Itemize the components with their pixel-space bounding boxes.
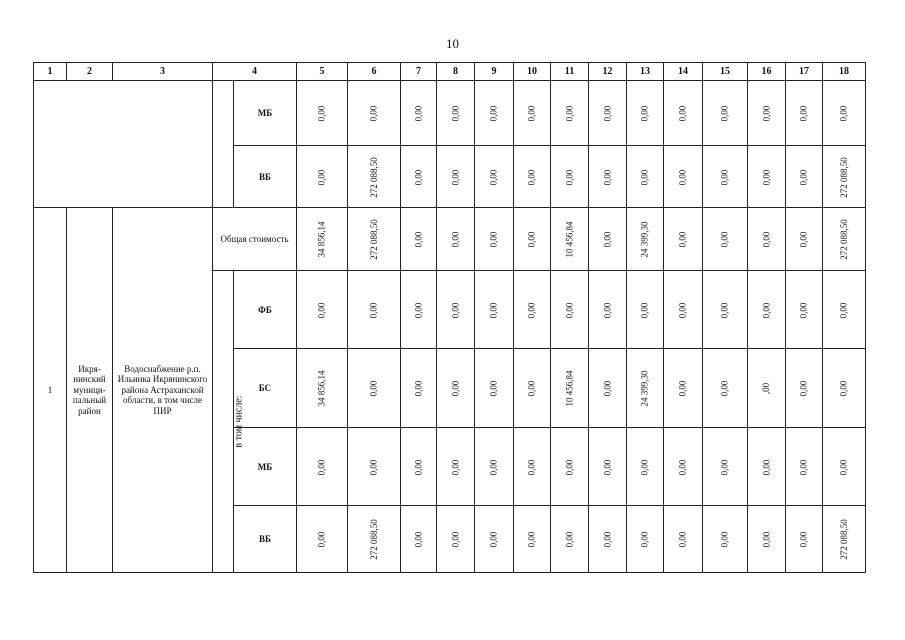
value-cell <box>514 271 551 349</box>
column-header: 2 <box>67 63 113 81</box>
value-cell <box>348 81 401 146</box>
value-text: 0,00 <box>368 380 379 397</box>
value-cell <box>437 81 475 146</box>
column-header: 5 <box>297 63 348 81</box>
value-text: 0,00 <box>564 531 574 548</box>
value-text: 272 088,50 <box>838 156 849 198</box>
value-cell <box>514 81 551 146</box>
value-cell <box>401 428 437 506</box>
value-text: 0,00 <box>761 302 771 318</box>
column-header: 1 <box>34 63 67 81</box>
value-cell <box>823 271 866 349</box>
value-cell <box>589 349 627 428</box>
value-text: 0,00 <box>564 302 574 318</box>
value-cell <box>823 208 866 271</box>
value-cell <box>703 146 748 208</box>
value-text: 0,00 <box>838 380 849 397</box>
value-cell <box>589 271 627 349</box>
value-cell <box>589 81 627 146</box>
value-text: 0,00 <box>602 169 612 185</box>
value-text: 0,00 <box>798 302 809 318</box>
table-row <box>34 208 866 271</box>
value-cell <box>401 208 437 271</box>
value-cell <box>297 146 348 208</box>
value-text: 0,00 <box>602 231 612 248</box>
value-cell <box>297 271 348 349</box>
value-cell <box>297 428 348 506</box>
value-text: 10 456,84 <box>564 370 574 407</box>
value-text: 0,00 <box>639 531 650 548</box>
value-cell <box>551 81 589 146</box>
value-cell <box>348 428 401 506</box>
value-cell <box>748 428 786 506</box>
value-cell <box>786 208 823 271</box>
value-text: 0,00 <box>602 302 612 318</box>
value-cell <box>475 506 514 573</box>
value-text: 0,00 <box>488 531 499 548</box>
value-cell <box>786 271 823 349</box>
column-header: 8 <box>437 63 475 81</box>
value-cell <box>627 208 664 271</box>
source-cell: МБ <box>234 428 297 506</box>
value-text: 0,00 <box>677 302 688 318</box>
value-cell <box>297 349 348 428</box>
value-cell <box>348 208 401 271</box>
value-text: 0,00 <box>719 380 730 397</box>
blank-including-cell <box>213 81 234 208</box>
value-text: 0,00 <box>677 169 688 185</box>
value-cell <box>514 428 551 506</box>
value-text: 0,00 <box>798 380 809 397</box>
value-cell <box>786 428 823 506</box>
value-cell <box>551 349 589 428</box>
value-cell <box>551 506 589 573</box>
value-cell <box>475 81 514 146</box>
value-text: 0,00 <box>564 105 574 122</box>
header-row <box>34 63 866 81</box>
value-cell <box>664 146 703 208</box>
value-cell <box>748 208 786 271</box>
value-text: 0,00 <box>526 231 537 248</box>
value-cell <box>297 81 348 146</box>
value-cell <box>401 271 437 349</box>
value-cell <box>748 81 786 146</box>
value-text: 0,00 <box>368 302 379 318</box>
value-cell <box>475 428 514 506</box>
including-cell <box>213 271 245 573</box>
value-cell <box>297 208 348 271</box>
value-cell <box>703 271 748 349</box>
value-cell <box>348 271 401 349</box>
value-cell <box>401 146 437 208</box>
value-cell <box>703 349 748 428</box>
value-text: 0,00 <box>677 105 688 122</box>
value-text: 0,00 <box>798 169 809 185</box>
value-cell <box>664 271 703 349</box>
blank-cell <box>34 81 213 208</box>
column-header: 14 <box>664 63 703 81</box>
value-text: 0,00 <box>719 105 730 122</box>
value-cell <box>401 81 437 146</box>
value-cell <box>514 208 551 271</box>
column-header: 7 <box>401 63 437 81</box>
value-cell <box>823 349 866 428</box>
value-text: 0,00 <box>413 459 423 475</box>
value-cell <box>514 146 551 208</box>
value-cell <box>823 146 866 208</box>
value-text: 272 088,50 <box>368 519 379 560</box>
value-text: 0,00 <box>413 169 423 185</box>
value-text: 0,00 <box>719 231 730 248</box>
value-text: 0,00 <box>639 459 650 475</box>
value-cell <box>664 208 703 271</box>
column-header: 13 <box>627 63 664 81</box>
value-cell <box>348 506 401 573</box>
value-cell <box>786 506 823 573</box>
value-cell <box>475 146 514 208</box>
value-text: 0,00 <box>488 105 499 122</box>
value-text: 0,00 <box>761 105 771 122</box>
value-text: 0,00 <box>450 169 460 185</box>
value-text: 0,00 <box>639 302 650 318</box>
value-cell <box>664 349 703 428</box>
value-text: 0,00 <box>602 380 612 397</box>
project-name: Водоснабжение р.п. Ильинка Икрянинского района Астраханской области, в том числе ПИР <box>113 208 213 573</box>
value-text: 0,00 <box>413 302 423 318</box>
value-text: 0,00 <box>488 231 499 248</box>
value-text: 0,00 <box>838 302 849 318</box>
value-cell <box>437 506 475 573</box>
value-cell <box>627 506 664 573</box>
value-text: 0,00 <box>677 531 688 548</box>
value-text: 24 399,30 <box>639 370 650 407</box>
value-text: 0,00 <box>798 459 809 475</box>
value-cell <box>437 271 475 349</box>
value-text: 0,00 <box>450 302 460 318</box>
value-text: 272 088,50 <box>838 519 849 560</box>
value-text: 0,00 <box>719 302 730 318</box>
value-cell <box>823 81 866 146</box>
value-text: 0,00 <box>526 169 537 185</box>
source-cell: БС <box>234 349 297 428</box>
value-cell <box>664 506 703 573</box>
value-text: 0,00 <box>761 531 771 548</box>
value-cell <box>589 506 627 573</box>
value-cell <box>627 271 664 349</box>
value-text: 0,00 <box>526 459 537 475</box>
column-header: 3 <box>113 63 213 81</box>
value-text: 0,00 <box>761 169 771 185</box>
value-text: 0,00 <box>564 459 574 475</box>
value-text: 24 399,30 <box>639 221 650 258</box>
value-text: 0,00 <box>639 105 650 122</box>
value-cell <box>551 208 589 271</box>
value-text: 0,00 <box>719 169 730 185</box>
total-label: Общая стоимость <box>213 208 297 271</box>
value-cell <box>748 146 786 208</box>
value-text: 272 088,50 <box>838 219 849 260</box>
value-text: 0,00 <box>413 105 423 122</box>
value-cell <box>297 506 348 573</box>
including-label: в том числе: <box>233 395 245 448</box>
value-cell <box>551 428 589 506</box>
value-text: ,00 <box>761 382 771 395</box>
value-text: 10 456,84 <box>564 221 574 258</box>
value-text: 0,00 <box>450 459 460 475</box>
value-text: 0,00 <box>761 231 771 248</box>
value-text: 272 088,50 <box>368 156 379 198</box>
value-cell <box>627 81 664 146</box>
value-cell <box>589 208 627 271</box>
value-text: 34 856,14 <box>316 221 327 258</box>
column-header: 11 <box>551 63 589 81</box>
column-header: 10 <box>514 63 551 81</box>
value-text: 0,00 <box>526 105 537 122</box>
column-header: 16 <box>748 63 786 81</box>
value-cell <box>437 146 475 208</box>
value-text: 0,00 <box>677 380 688 397</box>
value-text: 0,00 <box>798 105 809 122</box>
value-text: 0,00 <box>450 105 460 122</box>
value-cell <box>437 428 475 506</box>
value-text: 0,00 <box>316 105 327 122</box>
value-cell <box>786 81 823 146</box>
value-text: 0,00 <box>316 169 327 185</box>
value-cell <box>703 208 748 271</box>
value-text: 0,00 <box>639 169 650 185</box>
value-cell <box>664 428 703 506</box>
value-cell <box>703 506 748 573</box>
value-text: 0,00 <box>761 459 771 475</box>
value-cell <box>664 81 703 146</box>
source-cell: ВБ <box>234 506 297 573</box>
value-cell <box>437 208 475 271</box>
value-text: 0,00 <box>488 380 499 397</box>
value-cell <box>348 349 401 428</box>
value-text: 272 088,50 <box>368 219 379 260</box>
value-text: 0,00 <box>450 380 460 397</box>
value-cell <box>401 349 437 428</box>
value-text: 0,00 <box>719 459 730 475</box>
value-text: 0,00 <box>838 105 849 122</box>
value-cell <box>551 146 589 208</box>
value-text: 0,00 <box>798 231 809 248</box>
column-header: 15 <box>703 63 748 81</box>
value-text: 0,00 <box>488 302 499 318</box>
value-text: 0,00 <box>368 105 379 122</box>
value-text: 0,00 <box>413 531 423 548</box>
value-cell <box>703 81 748 146</box>
value-text: 0,00 <box>488 459 499 475</box>
value-text: 0,00 <box>316 302 327 318</box>
district-cell: Икря-нинский муници-пальный район <box>67 208 113 573</box>
item-number: 1 <box>34 208 67 573</box>
value-cell <box>823 428 866 506</box>
value-text: 0,00 <box>719 531 730 548</box>
column-header: 9 <box>475 63 514 81</box>
value-text: 0,00 <box>526 302 537 318</box>
value-cell <box>627 146 664 208</box>
value-text: 0,00 <box>677 459 688 475</box>
column-header: 4 <box>213 63 297 81</box>
column-header: 18 <box>823 63 866 81</box>
value-cell <box>589 428 627 506</box>
value-text: 0,00 <box>488 169 499 185</box>
source-cell: ВБ <box>234 146 297 208</box>
value-text: 0,00 <box>316 459 327 475</box>
value-text: 0,00 <box>602 105 612 122</box>
value-text: 0,00 <box>450 231 460 248</box>
source-cell: ФБ <box>234 271 297 349</box>
value-text: 0,00 <box>677 231 688 248</box>
column-header: 12 <box>589 63 627 81</box>
value-text: 0,00 <box>526 380 537 397</box>
value-text: 0,00 <box>838 459 849 475</box>
value-text: 0,00 <box>450 531 460 548</box>
value-cell <box>627 428 664 506</box>
value-cell <box>786 349 823 428</box>
value-cell <box>401 506 437 573</box>
value-cell <box>589 146 627 208</box>
value-cell <box>748 271 786 349</box>
page-number: 10 <box>446 36 459 51</box>
value-cell <box>475 349 514 428</box>
value-text: 0,00 <box>526 531 537 548</box>
value-text: 0,00 <box>564 169 574 185</box>
value-cell <box>437 349 475 428</box>
value-text: 0,00 <box>602 531 612 548</box>
value-cell <box>475 271 514 349</box>
value-cell <box>514 349 551 428</box>
value-text: 0,00 <box>798 531 809 548</box>
table-row <box>34 81 866 146</box>
value-text: 0,00 <box>368 459 379 475</box>
column-header: 17 <box>786 63 823 81</box>
value-text: 0,00 <box>602 459 612 475</box>
value-cell <box>748 506 786 573</box>
value-text: 0,00 <box>316 531 327 548</box>
value-cell <box>823 506 866 573</box>
value-cell <box>348 146 401 208</box>
source-cell: МБ <box>234 81 297 146</box>
value-cell <box>786 146 823 208</box>
value-cell <box>551 271 589 349</box>
column-header: 6 <box>348 63 401 81</box>
budget-table <box>33 62 866 573</box>
value-text: 0,00 <box>413 380 423 397</box>
value-cell <box>748 349 786 428</box>
value-cell <box>627 349 664 428</box>
value-cell <box>514 506 551 573</box>
value-cell <box>475 208 514 271</box>
value-cell <box>703 428 748 506</box>
value-text: 0,00 <box>413 231 423 248</box>
value-text: 34 856,14 <box>316 370 327 407</box>
